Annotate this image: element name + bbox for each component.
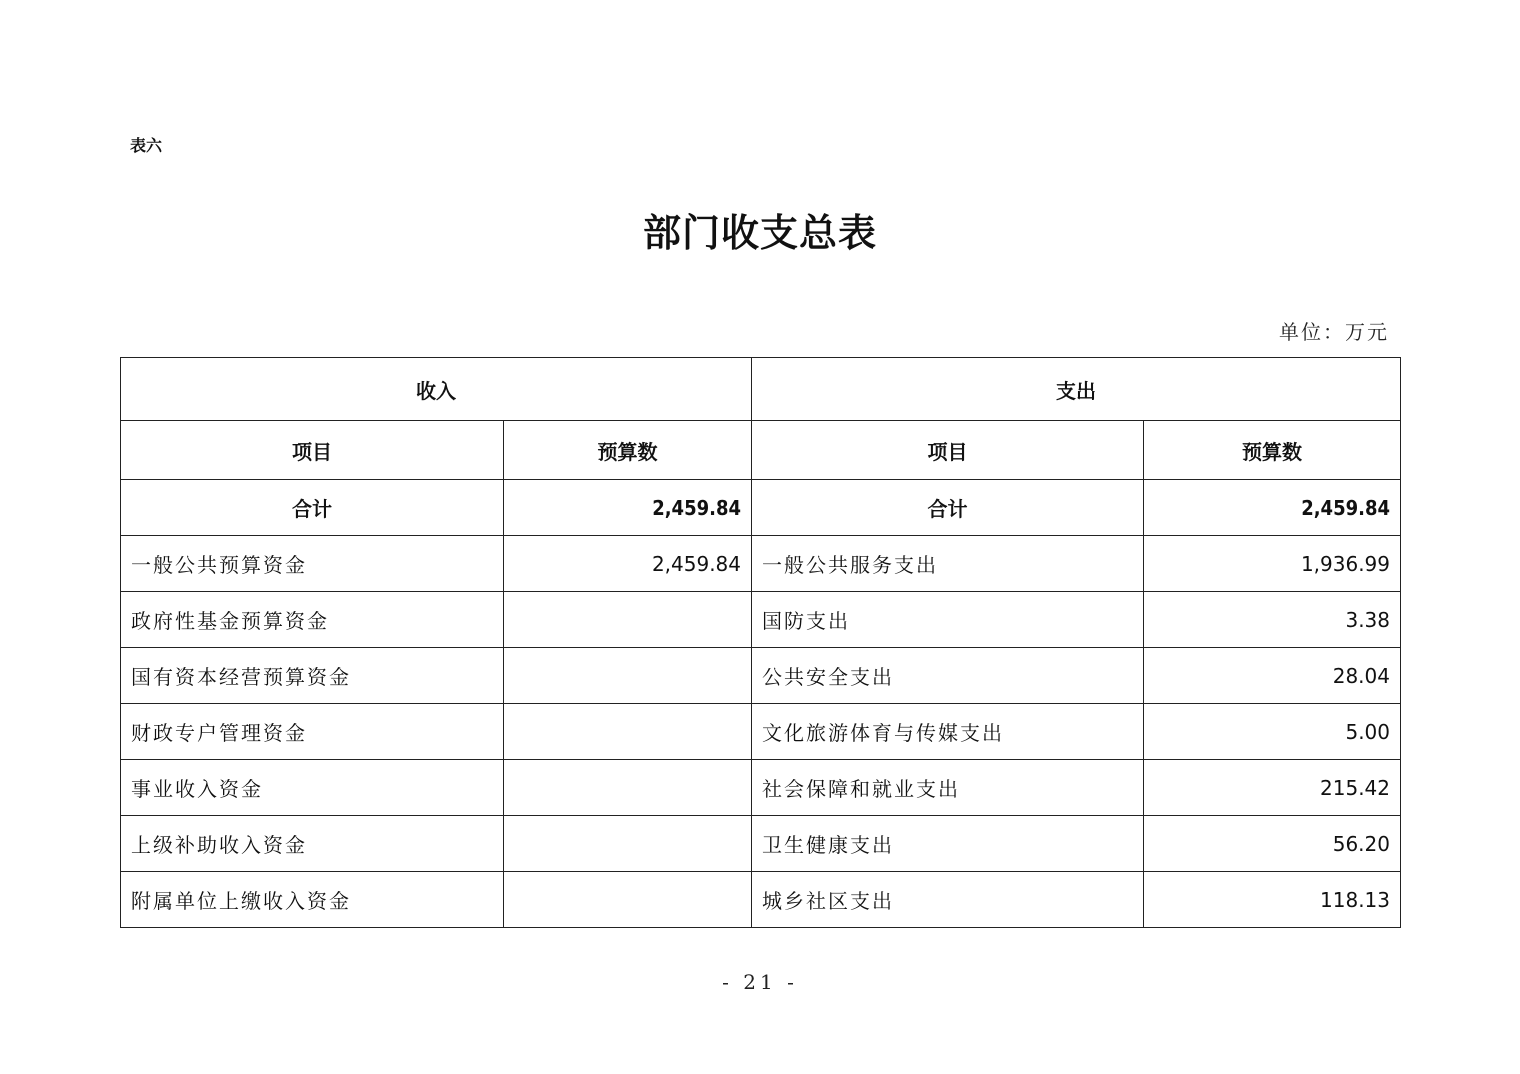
expense-item: 公共安全支出 (752, 648, 1144, 704)
budget-table-body (121, 358, 1401, 928)
income-group-header: 收入 (121, 358, 752, 421)
unit-label: 单位：万元 (1279, 320, 1389, 344)
expense-group-header: 支出 (752, 358, 1401, 421)
table-row (121, 592, 1401, 648)
income-item: 上级补助收入资金 (121, 816, 504, 872)
expense-value: 28.04 (1144, 648, 1401, 704)
expense-value: 3.38 (1144, 592, 1401, 648)
total-row (121, 480, 1401, 536)
income-item: 财政专户管理资金 (121, 704, 504, 760)
income-total-label: 合计 (121, 480, 504, 536)
page-number: - 21 - (722, 970, 798, 994)
expense-budget-header: 预算数 (1144, 421, 1401, 480)
income-item: 事业收入资金 (121, 760, 504, 816)
column-header-row (121, 421, 1401, 480)
expense-value: 118.13 (1144, 872, 1401, 928)
table-row (121, 536, 1401, 592)
income-value: 2,459.84 (504, 536, 752, 592)
income-value (504, 592, 752, 648)
group-header-row (121, 358, 1401, 421)
income-value (504, 648, 752, 704)
income-item: 一般公共预算资金 (121, 536, 504, 592)
income-item: 附属单位上缴收入资金 (121, 872, 504, 928)
income-value (504, 816, 752, 872)
table-row (121, 760, 1401, 816)
table-row (121, 648, 1401, 704)
income-item: 国有资本经营预算资金 (121, 648, 504, 704)
table-row (121, 704, 1401, 760)
expense-item: 国防支出 (752, 592, 1144, 648)
income-total-value: 2,459.84 (504, 480, 752, 536)
table-row (121, 816, 1401, 872)
page-title: 部门收支总表 (642, 210, 877, 255)
income-value (504, 704, 752, 760)
income-budget-header: 预算数 (504, 421, 752, 480)
expense-item: 文化旅游体育与传媒支出 (752, 704, 1144, 760)
table-label: 表六 (130, 136, 163, 155)
expense-item: 卫生健康支出 (752, 816, 1144, 872)
income-item: 政府性基金预算资金 (121, 592, 504, 648)
expense-item: 社会保障和就业支出 (752, 760, 1144, 816)
expense-value: 5.00 (1144, 704, 1401, 760)
budget-table (120, 357, 1401, 928)
expense-value: 56.20 (1144, 816, 1401, 872)
expense-total-label: 合计 (752, 480, 1144, 536)
expense-item: 一般公共服务支出 (752, 536, 1144, 592)
income-value (504, 872, 752, 928)
expense-item: 城乡社区支出 (752, 872, 1144, 928)
expense-value: 1,936.99 (1144, 536, 1401, 592)
income-value (504, 760, 752, 816)
expense-total-value: 2,459.84 (1144, 480, 1401, 536)
expense-item-header: 项目 (752, 421, 1144, 480)
table-row (121, 872, 1401, 928)
expense-value: 215.42 (1144, 760, 1401, 816)
income-item-header: 项目 (121, 421, 504, 480)
